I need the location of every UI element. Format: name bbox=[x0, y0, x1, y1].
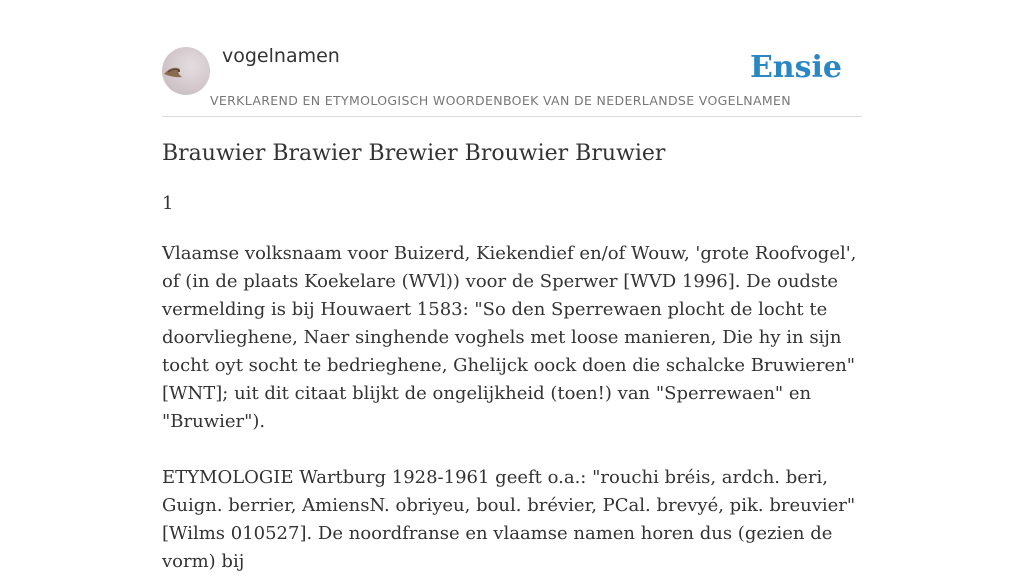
bird-icon bbox=[162, 47, 210, 95]
entry-paragraph: Vlaamse volksnaam voor Buizerd, Kiekendief en/of Wouw, 'grote Roofvogel', of (in de plaats Koekelare (WVl)) voor de Sperwer [WVD 1996]. De oudste vermelding is bij Houwaert 1583: "So den Sperrewaen plocht de locht te doorvlieghene, Naer singhende voghels met loose manieren, Die hy in sijn tocht oyt socht te bedrieghene, Ghelijck oock doen die schalcke Bruwieren" [WNT]; uit dit citaat blijkt de ongelijkheid (toen!) van "Sperrewaen" en "Bruwier"). bbox=[162, 243, 857, 432]
header bbox=[162, 0, 862, 117]
entry-title: Brauwier Brawier Brewier Brouwier Bruwier bbox=[162, 141, 666, 166]
dictionary-avatar[interactable] bbox=[162, 47, 210, 95]
sense-number: 1 bbox=[162, 193, 174, 214]
entry-content bbox=[162, 138, 862, 576]
etymology-paragraph: ETYMOLOGIE Wartburg 1928-1961 geeft o.a.: "rouchi bréis, ardch. beri, Guign. berrier, AmiensN. obriyeu, boul. brévier, PCal. brevyé, pik. breuvier" [Wilms 010527]. De noordfranse en vlaamse namen horen dus (gezien de vorm) bij bbox=[162, 467, 856, 572]
dictionary-name[interactable]: vogelnamen bbox=[222, 45, 340, 67]
ensie-logo[interactable]: Ensie bbox=[749, 50, 842, 85]
dictionary-subtitle: VERKLAREND EN ETYMOLOGISCH WOORDENBOEK VAN DE NEDERLANDSE VOGELNAMEN bbox=[210, 93, 791, 108]
